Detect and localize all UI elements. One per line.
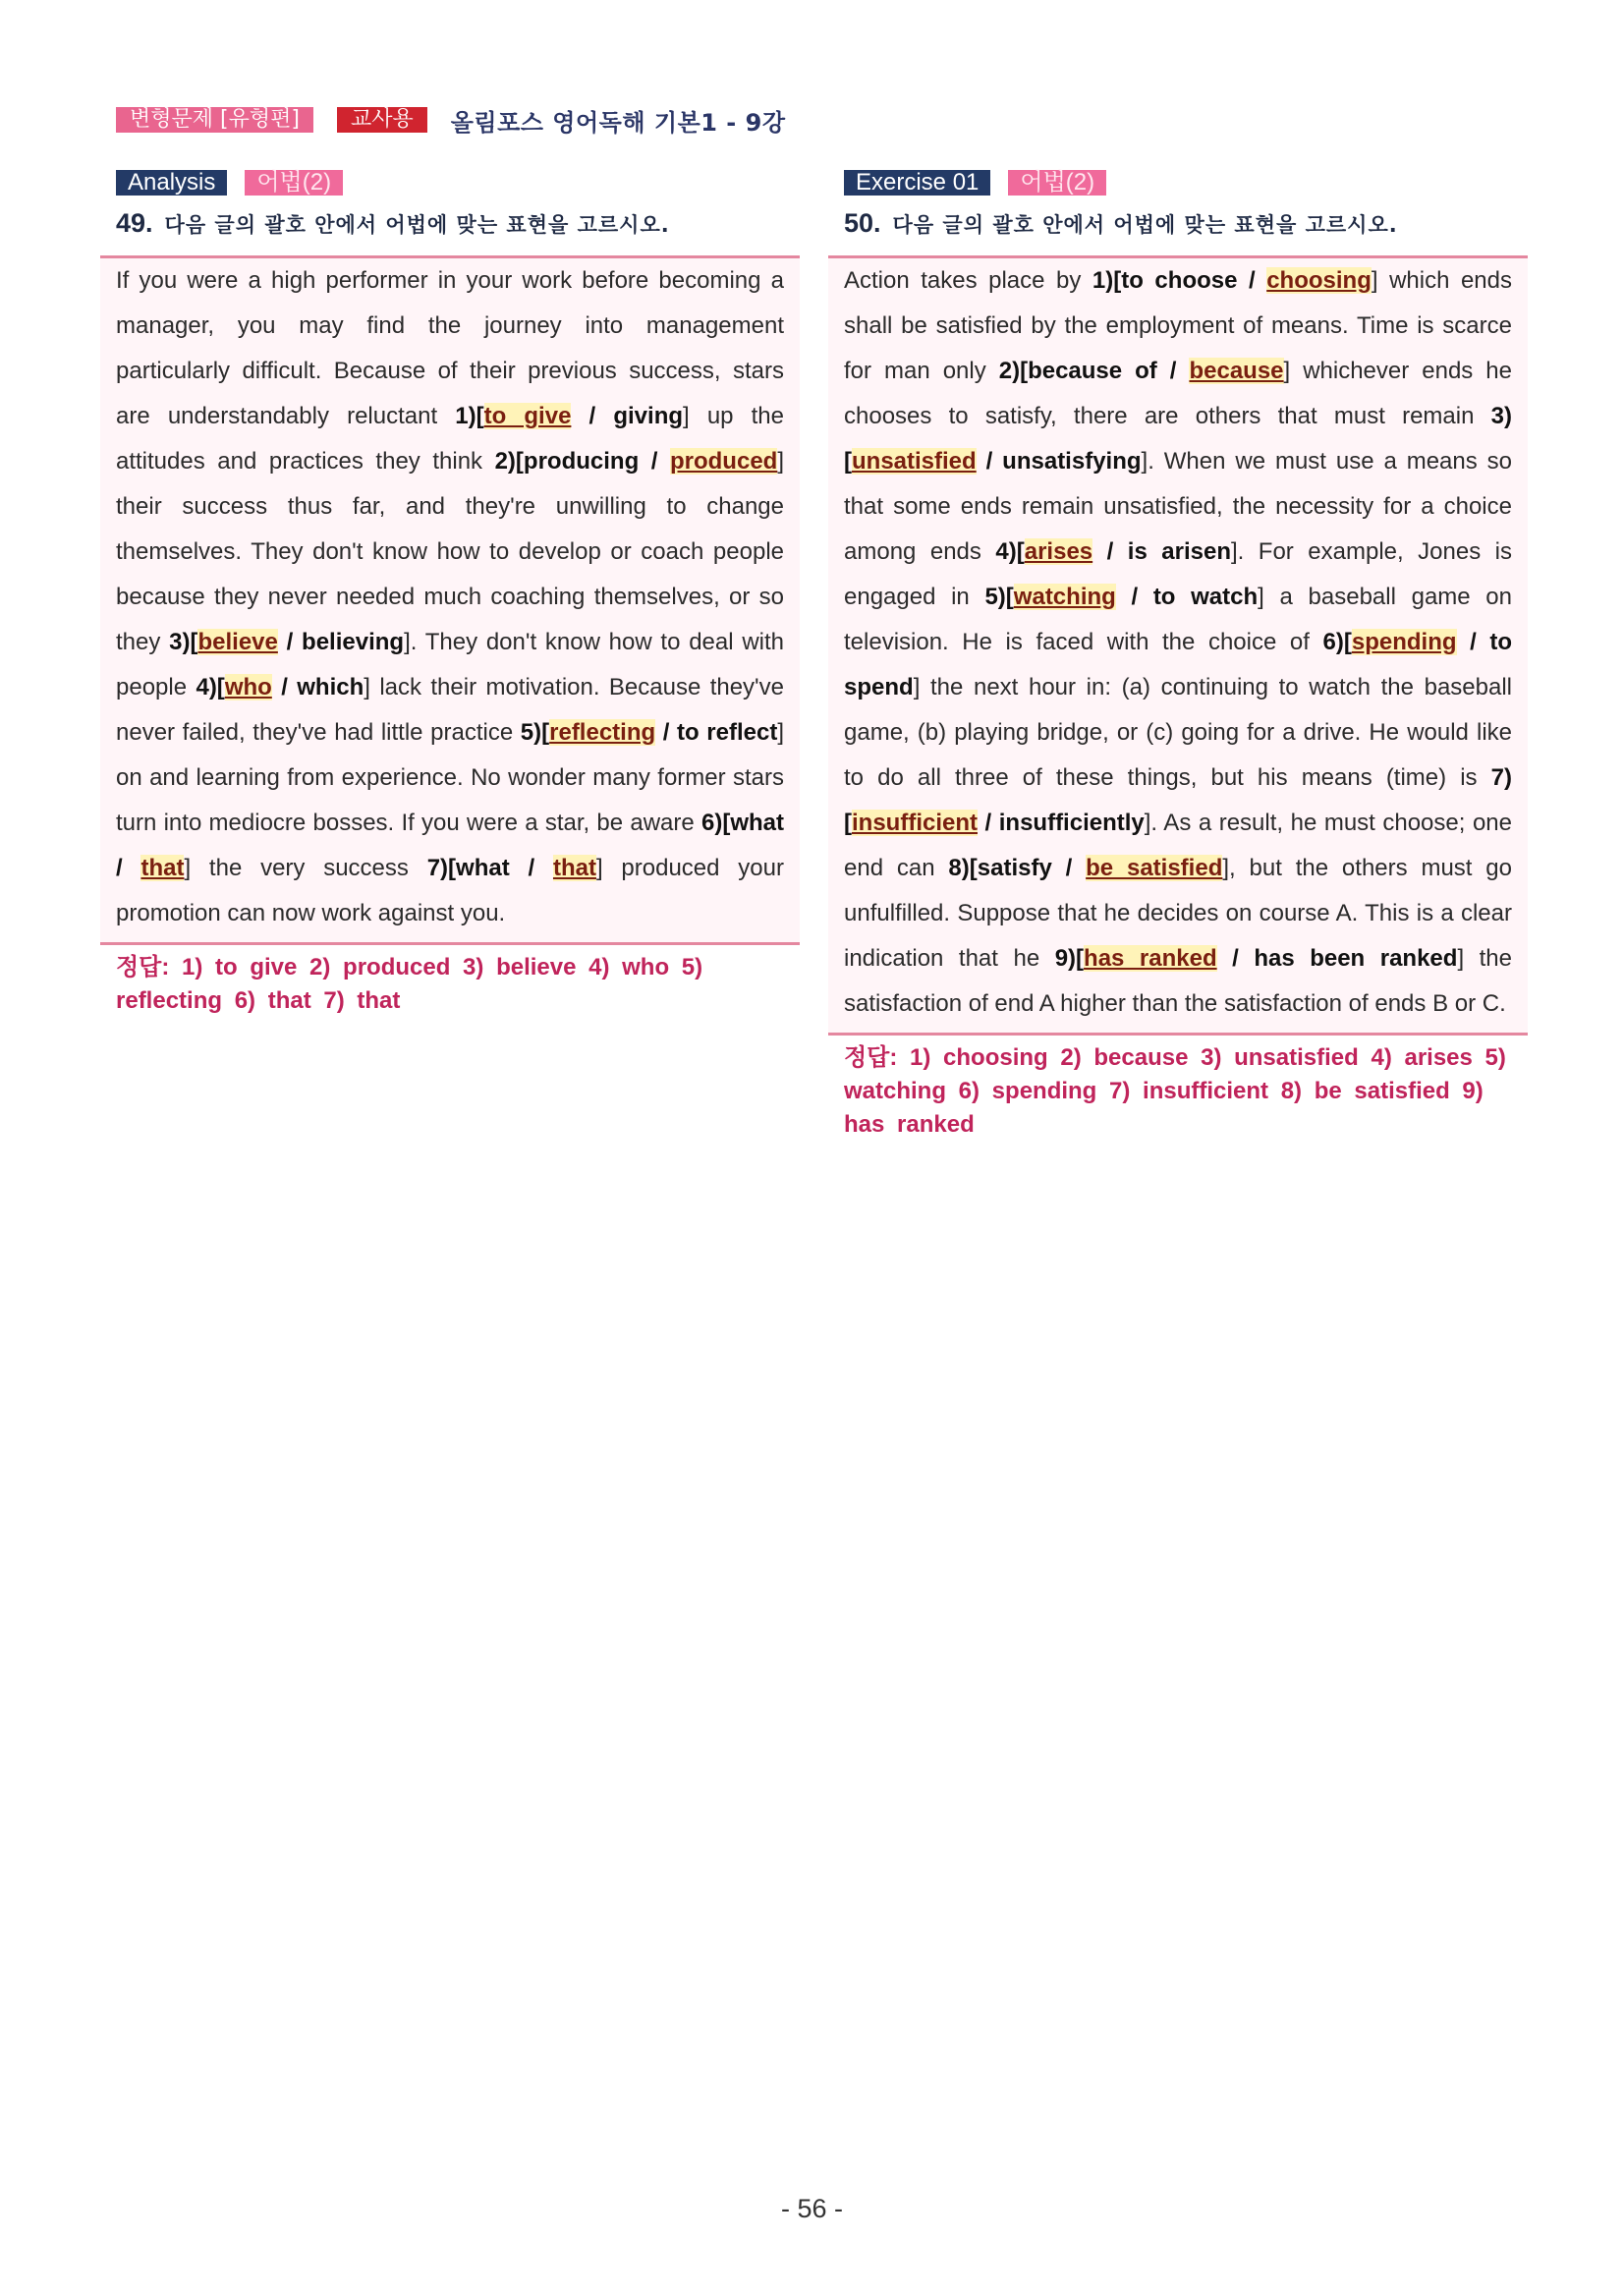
choice-bracket: / giving — [571, 403, 684, 429]
passage-text: If you were a high performer in your work before becoming a manager, you may find the journey into management particularly difficult. Because of their previous success, stars are understandably reluctant 1)[to give / giving] up the attitudes and practices they think 2)[producing / produced] their success thus far, and they're unwilling to change themselves. They don't know how to develop or coach people because they never needed much coaching themselves, or so they 3)[believe / believing]. They don't know how to deal with people 4)[who / which] lack their motivation. Because they've never failed, they've had little practice 5)[reflecting / to reflect] on and learning from experience. No wonder many former stars turn into mediocre bosses. If you were a star, be aware 6)[what / that] the very success 7)[what / that] produced your promotion can now work against you. — [116, 267, 785, 926]
correct-choice: unsatisfied — [852, 448, 977, 475]
choice-bracket: 1)[to choose / — [1092, 267, 1267, 294]
correct-choice: choosing — [1266, 267, 1372, 294]
correct-choice: to give — [483, 403, 572, 429]
grammar-badge: 어법(2) — [1008, 170, 1106, 196]
correct-choice: insufficient — [852, 810, 979, 836]
correct-choice: reflecting — [549, 719, 656, 746]
choice-bracket: / unsatisfying — [976, 448, 1142, 475]
choice-bracket: / insufficiently — [978, 810, 1145, 836]
choice-bracket: 7)[what / — [426, 855, 553, 881]
teacher-tag: 교사용 — [337, 107, 427, 133]
exercise-badge: Exercise 01 — [844, 170, 990, 196]
correct-choice: be satisfied — [1086, 855, 1223, 881]
answer-key: 정답: 1) choosing 2) because 3) unsatisfied 4) arises 5) watching 6) spending 7) insufficient 8) be satisfied 9) has ranked — [844, 1044, 1506, 1138]
choice-bracket: 3)[ — [169, 629, 198, 655]
correct-choice: believe — [197, 629, 278, 655]
correct-choice: watching — [1013, 584, 1116, 610]
choice-bracket: 8)[satisfy / — [948, 855, 1087, 881]
document-header — [116, 105, 786, 135]
passage-text: Action takes place by 1)[to choose / choosing] which ends shall be satisfied by the employment of means. Time is scarce for man only 2)[because of / because] whichever ends he chooses to satisfy, there are others that must remain 3)[unsatisfied / unsatisfying]. When we must use a means so that some ends remain unsatisfied, the necessity for a choice among ends 4)[arises / is arisen]. For example, Jones is engaged in 5)[watching / to watch] a baseball game on television. He is faced with the choice of 6)[spending / to spend] the next hour in: (a) continuing to watch the baseball game, (b) playing bridge, or (c) going for a drive. He would like to do all three of these things, but his means (time) is 7)[insufficient / insufficiently]. As a result, he must choose; one end can 8)[satisfy / be satisfied], but the others must go unfulfilled. Suppose that he decides on course A. This is a clear indication that he 9)[has ranked / has been ranked] the satisfaction of end A higher than the satisfaction of ends B or C. — [844, 267, 1513, 1017]
choice-bracket: 4)[ — [995, 538, 1025, 565]
choice-bracket: / is arisen — [1092, 538, 1231, 565]
choice-bracket: / to watch — [1115, 584, 1259, 610]
choice-bracket: 5)[ — [984, 584, 1014, 610]
left-column — [100, 169, 800, 1018]
choice-bracket: 3)[ — [844, 403, 1512, 475]
choice-bracket: 4)[ — [196, 674, 225, 700]
correct-choice: because — [1189, 358, 1284, 384]
choice-bracket: / to spend — [844, 629, 1512, 700]
passage-box — [828, 255, 1528, 1036]
question-number: 50. — [844, 208, 881, 238]
question-instruction: 다음 글의 괄호 안에서 어법에 맞는 표현을 고르시오. — [892, 213, 1398, 237]
correct-choice: that — [552, 855, 596, 881]
question-instruction: 다음 글의 괄호 안에서 어법에 맞는 표현을 고르시오. — [164, 213, 670, 237]
correct-choice: arises — [1024, 538, 1093, 565]
choice-bracket: / believing — [277, 629, 405, 655]
correct-choice: produced — [669, 448, 778, 475]
type-tag: 변형문제 [유형편] — [116, 107, 313, 133]
choice-bracket: 2)[producing / — [494, 448, 670, 475]
choice-bracket: 5)[ — [520, 719, 550, 746]
page-number: - 56 - — [780, 2194, 844, 2223]
choice-bracket: / which — [271, 674, 364, 700]
choice-bracket: / to reflect — [655, 719, 778, 746]
analysis-badge: Analysis — [116, 170, 227, 196]
correct-choice: has ranked — [1084, 945, 1217, 972]
choice-bracket: 6)[what / — [116, 810, 784, 881]
answer-key: 정답: 1) to give 2) produced 3) believe 4) who 5) reflecting 6) that 7) that — [116, 954, 703, 1014]
question-50 — [828, 208, 1528, 244]
choice-bracket: 7)[ — [844, 764, 1512, 836]
choice-bracket: 6)[ — [1322, 629, 1352, 655]
question-49 — [100, 208, 800, 244]
right-column — [828, 169, 1528, 1142]
choice-bracket: 9)[ — [1054, 945, 1085, 972]
right-badges — [828, 169, 1528, 196]
choice-bracket: / has been ranked — [1216, 945, 1458, 972]
choice-bracket: 2)[because of / — [998, 358, 1190, 384]
passage-box — [100, 255, 800, 945]
correct-choice: who — [224, 674, 272, 700]
book-title: 올림포스 영어독해 기본1 - 9강 — [450, 108, 786, 137]
correct-choice: that — [140, 855, 185, 881]
choice-bracket: 1)[ — [455, 403, 484, 429]
grammar-badge: 어법(2) — [245, 170, 343, 196]
left-badges — [100, 169, 800, 196]
correct-choice: spending — [1351, 629, 1457, 655]
question-number: 49. — [116, 208, 153, 238]
